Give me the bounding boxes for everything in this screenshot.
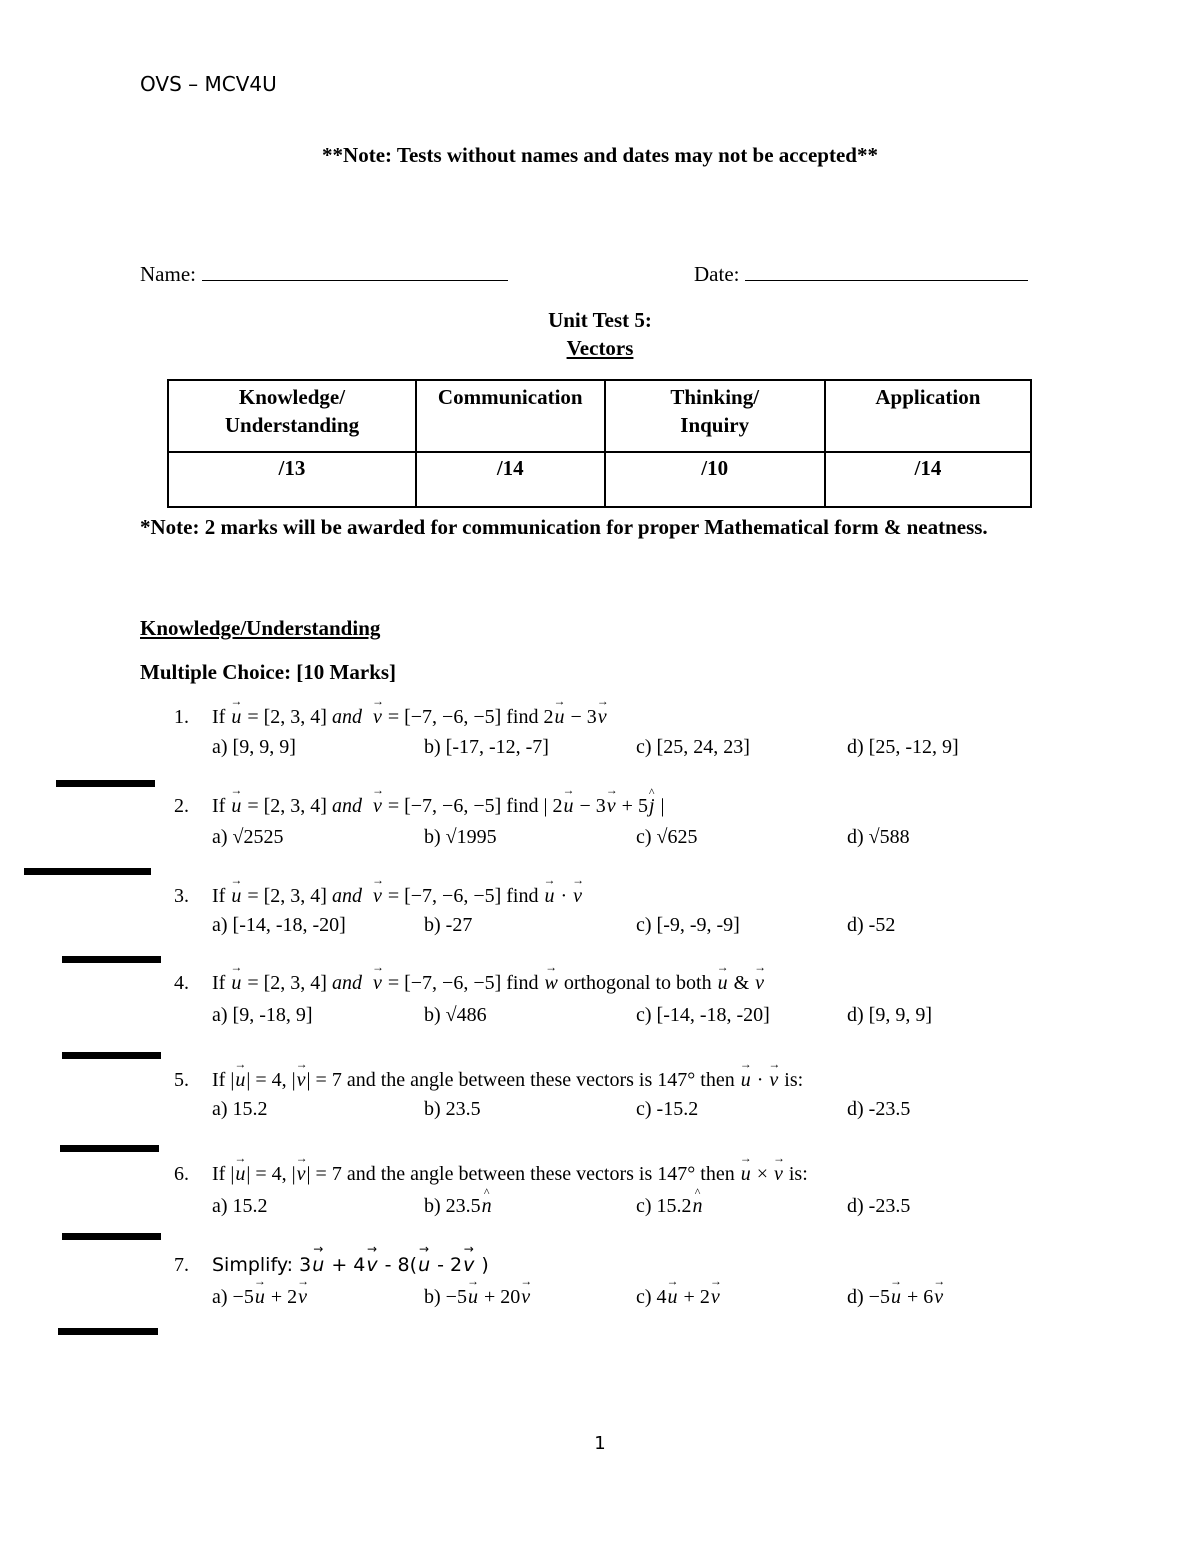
option-2d[interactable]: d) √588 <box>847 826 910 848</box>
name-blank[interactable] <box>202 262 508 281</box>
option-2b[interactable]: b) √1995 <box>424 826 497 848</box>
option-7d[interactable]: d) −5→ u + 6→ v <box>847 1286 944 1309</box>
option-5d[interactable]: d) -23.5 <box>847 1098 911 1120</box>
answer-line-7[interactable] <box>58 1328 158 1335</box>
date-blank[interactable] <box>745 262 1028 281</box>
option-4b[interactable]: b) √486 <box>424 1004 487 1026</box>
score-communication[interactable]: /14 <box>416 452 605 507</box>
date-label: Date: <box>694 262 740 286</box>
test-title: Unit Test 5: <box>548 308 652 332</box>
question-number: 7. <box>174 1254 189 1276</box>
question-stem: Simplify: 3→ u + 4→ v - 8(→ u - 2→ v ) <box>212 1254 489 1276</box>
option-6d[interactable]: d) -23.5 <box>847 1195 911 1217</box>
answer-line-6[interactable] <box>62 1233 161 1240</box>
communication-note: *Note: 2 marks will be awarded for communication for proper Mathematical form & neatness. <box>140 515 988 539</box>
option-2c[interactable]: c) √625 <box>636 826 698 848</box>
question-stem: If → u = [2, 3, 4] and → v = [−7, −6, −5] find → u · → v <box>212 885 583 908</box>
option-7a[interactable]: a) −5→ u + 2→ v <box>212 1286 308 1309</box>
option-6a[interactable]: a) 15.2 <box>212 1195 268 1217</box>
option-4d[interactable]: d) [9, 9, 9] <box>847 1004 932 1026</box>
marks-table <box>167 379 1032 508</box>
option-3a[interactable]: a) [-14, -18, -20] <box>212 914 346 936</box>
question-stem: If → u = [2, 3, 4] and → v = [−7, −6, −5] find → w orthogonal to both → u & → v <box>212 972 765 995</box>
name-field <box>140 262 508 287</box>
question-stem: If |→ u| = 4, |→ v| = 7 and the angle between these vectors is 147° then → u · → v is: <box>212 1069 803 1092</box>
option-7b[interactable]: b) −5→ u + 20→ v <box>424 1286 531 1309</box>
multiple-choice-heading: Multiple Choice: [10 Marks] <box>140 660 397 684</box>
option-3c[interactable]: c) [-9, -9, -9] <box>636 914 740 936</box>
header-communication: Communication <box>416 380 605 452</box>
question-stem: If |→ u| = 4, |→ v| = 7 and the angle between these vectors is 147° then → u × → v is: <box>212 1163 808 1186</box>
score-application[interactable]: /14 <box>825 452 1031 507</box>
date-field <box>694 262 1028 287</box>
page-number: 1 <box>594 1433 606 1454</box>
test-subtitle: Vectors <box>566 336 634 360</box>
marks-score-row <box>168 452 1031 507</box>
note-names-dates: **Note: Tests without names and dates may not be accepted** <box>322 143 878 167</box>
option-1a[interactable]: a) [9, 9, 9] <box>212 736 296 758</box>
name-label: Name: <box>140 262 196 286</box>
section-heading: Knowledge/Understanding <box>140 616 381 640</box>
answer-line-4[interactable] <box>62 1052 161 1059</box>
answer-line-5[interactable] <box>60 1145 159 1152</box>
answer-line-1[interactable] <box>56 780 155 787</box>
option-1d[interactable]: d) [25, -12, 9] <box>847 736 959 758</box>
question-number: 4. <box>174 972 189 994</box>
option-7c[interactable]: c) 4→ u + 2→ v <box>636 1286 721 1309</box>
answer-line-3[interactable] <box>62 956 161 963</box>
option-3b[interactable]: b) -27 <box>424 914 473 936</box>
answer-line-2[interactable] <box>24 868 151 875</box>
question-number: 2. <box>174 795 189 817</box>
score-knowledge[interactable]: /13 <box>168 452 416 507</box>
question-stem: If → u = [2, 3, 4] and → v = [−7, −6, −5] find | 2→ u − 3→ v + 5^ j | <box>212 795 665 818</box>
option-6b[interactable]: b) 23.5^ n <box>424 1195 493 1218</box>
option-1b[interactable]: b) [-17, -12, -7] <box>424 736 549 758</box>
header-application: Application <box>825 380 1031 452</box>
option-2a[interactable]: a) √2525 <box>212 826 284 848</box>
option-4c[interactable]: c) [-14, -18, -20] <box>636 1004 770 1026</box>
score-thinking[interactable]: /10 <box>605 452 825 507</box>
question-number: 1. <box>174 706 189 728</box>
option-5c[interactable]: c) -15.2 <box>636 1098 699 1120</box>
marks-header-row <box>168 380 1031 452</box>
option-3d[interactable]: d) -52 <box>847 914 896 936</box>
header-knowledge: Knowledge/ Understanding <box>168 380 416 452</box>
question-number: 3. <box>174 885 189 907</box>
option-5b[interactable]: b) 23.5 <box>424 1098 481 1120</box>
course-header: OVS – MCV4U <box>140 72 277 96</box>
question-number: 6. <box>174 1163 189 1185</box>
question-stem: If → u = [2, 3, 4] and → v = [−7, −6, −5] find 2→ u − 3→ v <box>212 706 608 729</box>
option-6c[interactable]: c) 15.2^ n <box>636 1195 704 1218</box>
header-thinking: Thinking/ Inquiry <box>605 380 825 452</box>
option-1c[interactable]: c) [25, 24, 23] <box>636 736 750 758</box>
option-5a[interactable]: a) 15.2 <box>212 1098 268 1120</box>
option-4a[interactable]: a) [9, -18, 9] <box>212 1004 313 1026</box>
question-number: 5. <box>174 1069 189 1091</box>
